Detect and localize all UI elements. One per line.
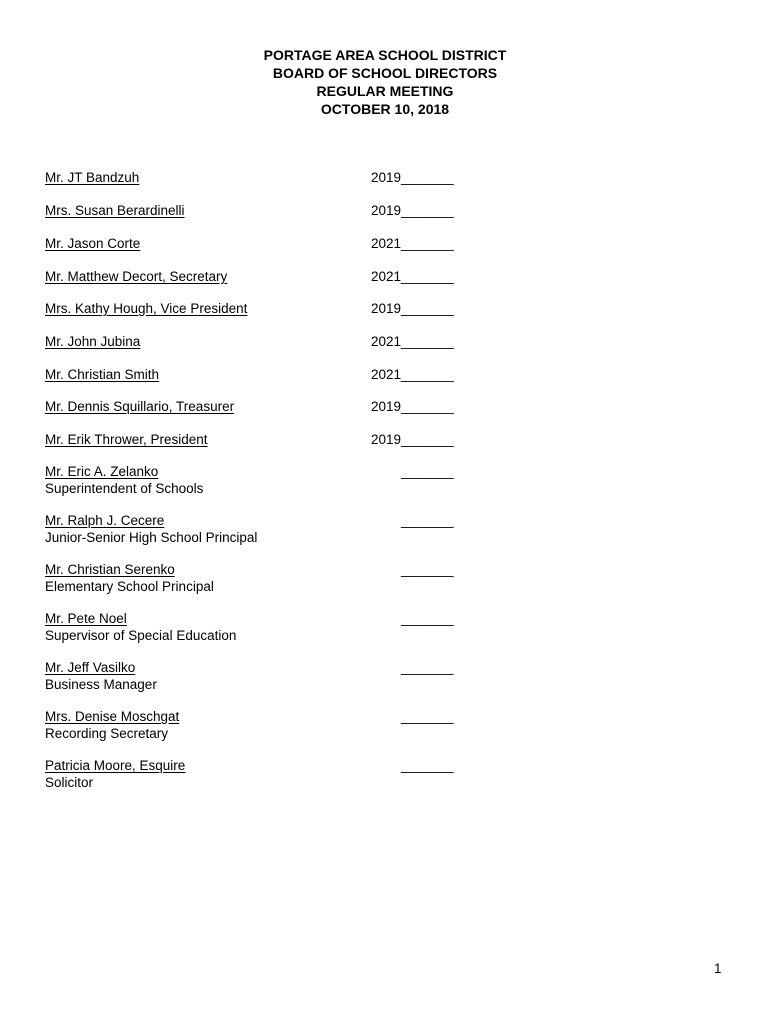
staff-name: Mr. Ralph J. Cecere: [45, 513, 165, 528]
attendance-blank: _______: [401, 464, 454, 479]
staff-row: [45, 463, 465, 497]
staff-row: [45, 610, 465, 644]
staff-row: [45, 512, 465, 546]
attendance-blank: _______: [401, 513, 454, 528]
staff-title: Recording Secretary: [45, 726, 169, 741]
director-name: Mr. Jason Corte: [45, 236, 141, 251]
term-blank: 2019_______: [371, 203, 454, 218]
term-blank: 2021_______: [371, 269, 454, 284]
staff-row: [45, 561, 465, 595]
page-number: 1: [714, 961, 722, 976]
term-blank: 2021_______: [371, 334, 454, 349]
director-name: Mrs. Kathy Hough, Vice President: [45, 301, 248, 316]
attendance-blank: _______: [401, 562, 454, 577]
director-name: Mrs. Susan Berardinelli: [45, 203, 185, 218]
term-blank: 2019_______: [371, 170, 454, 185]
staff-row: [45, 708, 465, 742]
staff-title: Junior-Senior High School Principal: [45, 530, 258, 545]
staff-name: Mr. Pete Noel: [45, 611, 127, 626]
attendance-blank: _______: [401, 660, 454, 675]
director-row: [45, 398, 465, 415]
staff-title: Supervisor of Special Education: [45, 628, 237, 643]
term-blank: 2019_______: [371, 399, 454, 414]
director-row: [45, 202, 465, 219]
director-name: Mr. Christian Smith: [45, 367, 160, 382]
attendance-blank: _______: [401, 709, 454, 724]
staff-row: [45, 757, 465, 791]
staff-title: Solicitor: [45, 775, 94, 790]
term-blank: 2019_______: [371, 432, 454, 447]
director-row: [45, 300, 465, 317]
document-header: [0, 46, 770, 118]
term-blank: 2021_______: [371, 367, 454, 382]
term-blank: 2021_______: [371, 236, 454, 251]
attendance-blank: _______: [401, 758, 454, 773]
staff-name: Mrs. Denise Moschgat: [45, 709, 180, 724]
staff-name: Mr. Jeff Vasilko: [45, 660, 136, 675]
director-row: [45, 366, 465, 383]
staff-name: Mr. Christian Serenko: [45, 562, 175, 577]
staff-title: Elementary School Principal: [45, 579, 214, 594]
director-row: [45, 268, 465, 285]
staff-title: Business Manager: [45, 677, 157, 692]
meeting-date: OCTOBER 10, 2018: [320, 101, 450, 117]
attendance-blank: _______: [401, 611, 454, 626]
district-name: PORTAGE AREA SCHOOL DISTRICT: [263, 47, 507, 63]
director-row: [45, 235, 465, 252]
director-name: Mr. Matthew Decort, Secretary: [45, 269, 228, 284]
director-row: [45, 169, 465, 186]
director-name: Mr. John Jubina: [45, 334, 141, 349]
director-name: Mr. JT Bandzuh: [45, 170, 140, 185]
director-row: [45, 431, 465, 448]
director-name: Mr. Erik Thrower, President: [45, 432, 208, 447]
staff-title: Superintendent of Schools: [45, 481, 204, 496]
director-name: Mr. Dennis Squillario, Treasurer: [45, 399, 235, 414]
term-blank: 2019_______: [371, 301, 454, 316]
director-row: [45, 333, 465, 350]
meeting-type: REGULAR MEETING: [316, 83, 454, 99]
board-name: BOARD OF SCHOOL DIRECTORS: [272, 65, 498, 81]
staff-row: [45, 659, 465, 693]
staff-name: Patricia Moore, Esquire: [45, 758, 186, 773]
staff-name: Mr. Eric A. Zelanko: [45, 464, 159, 479]
